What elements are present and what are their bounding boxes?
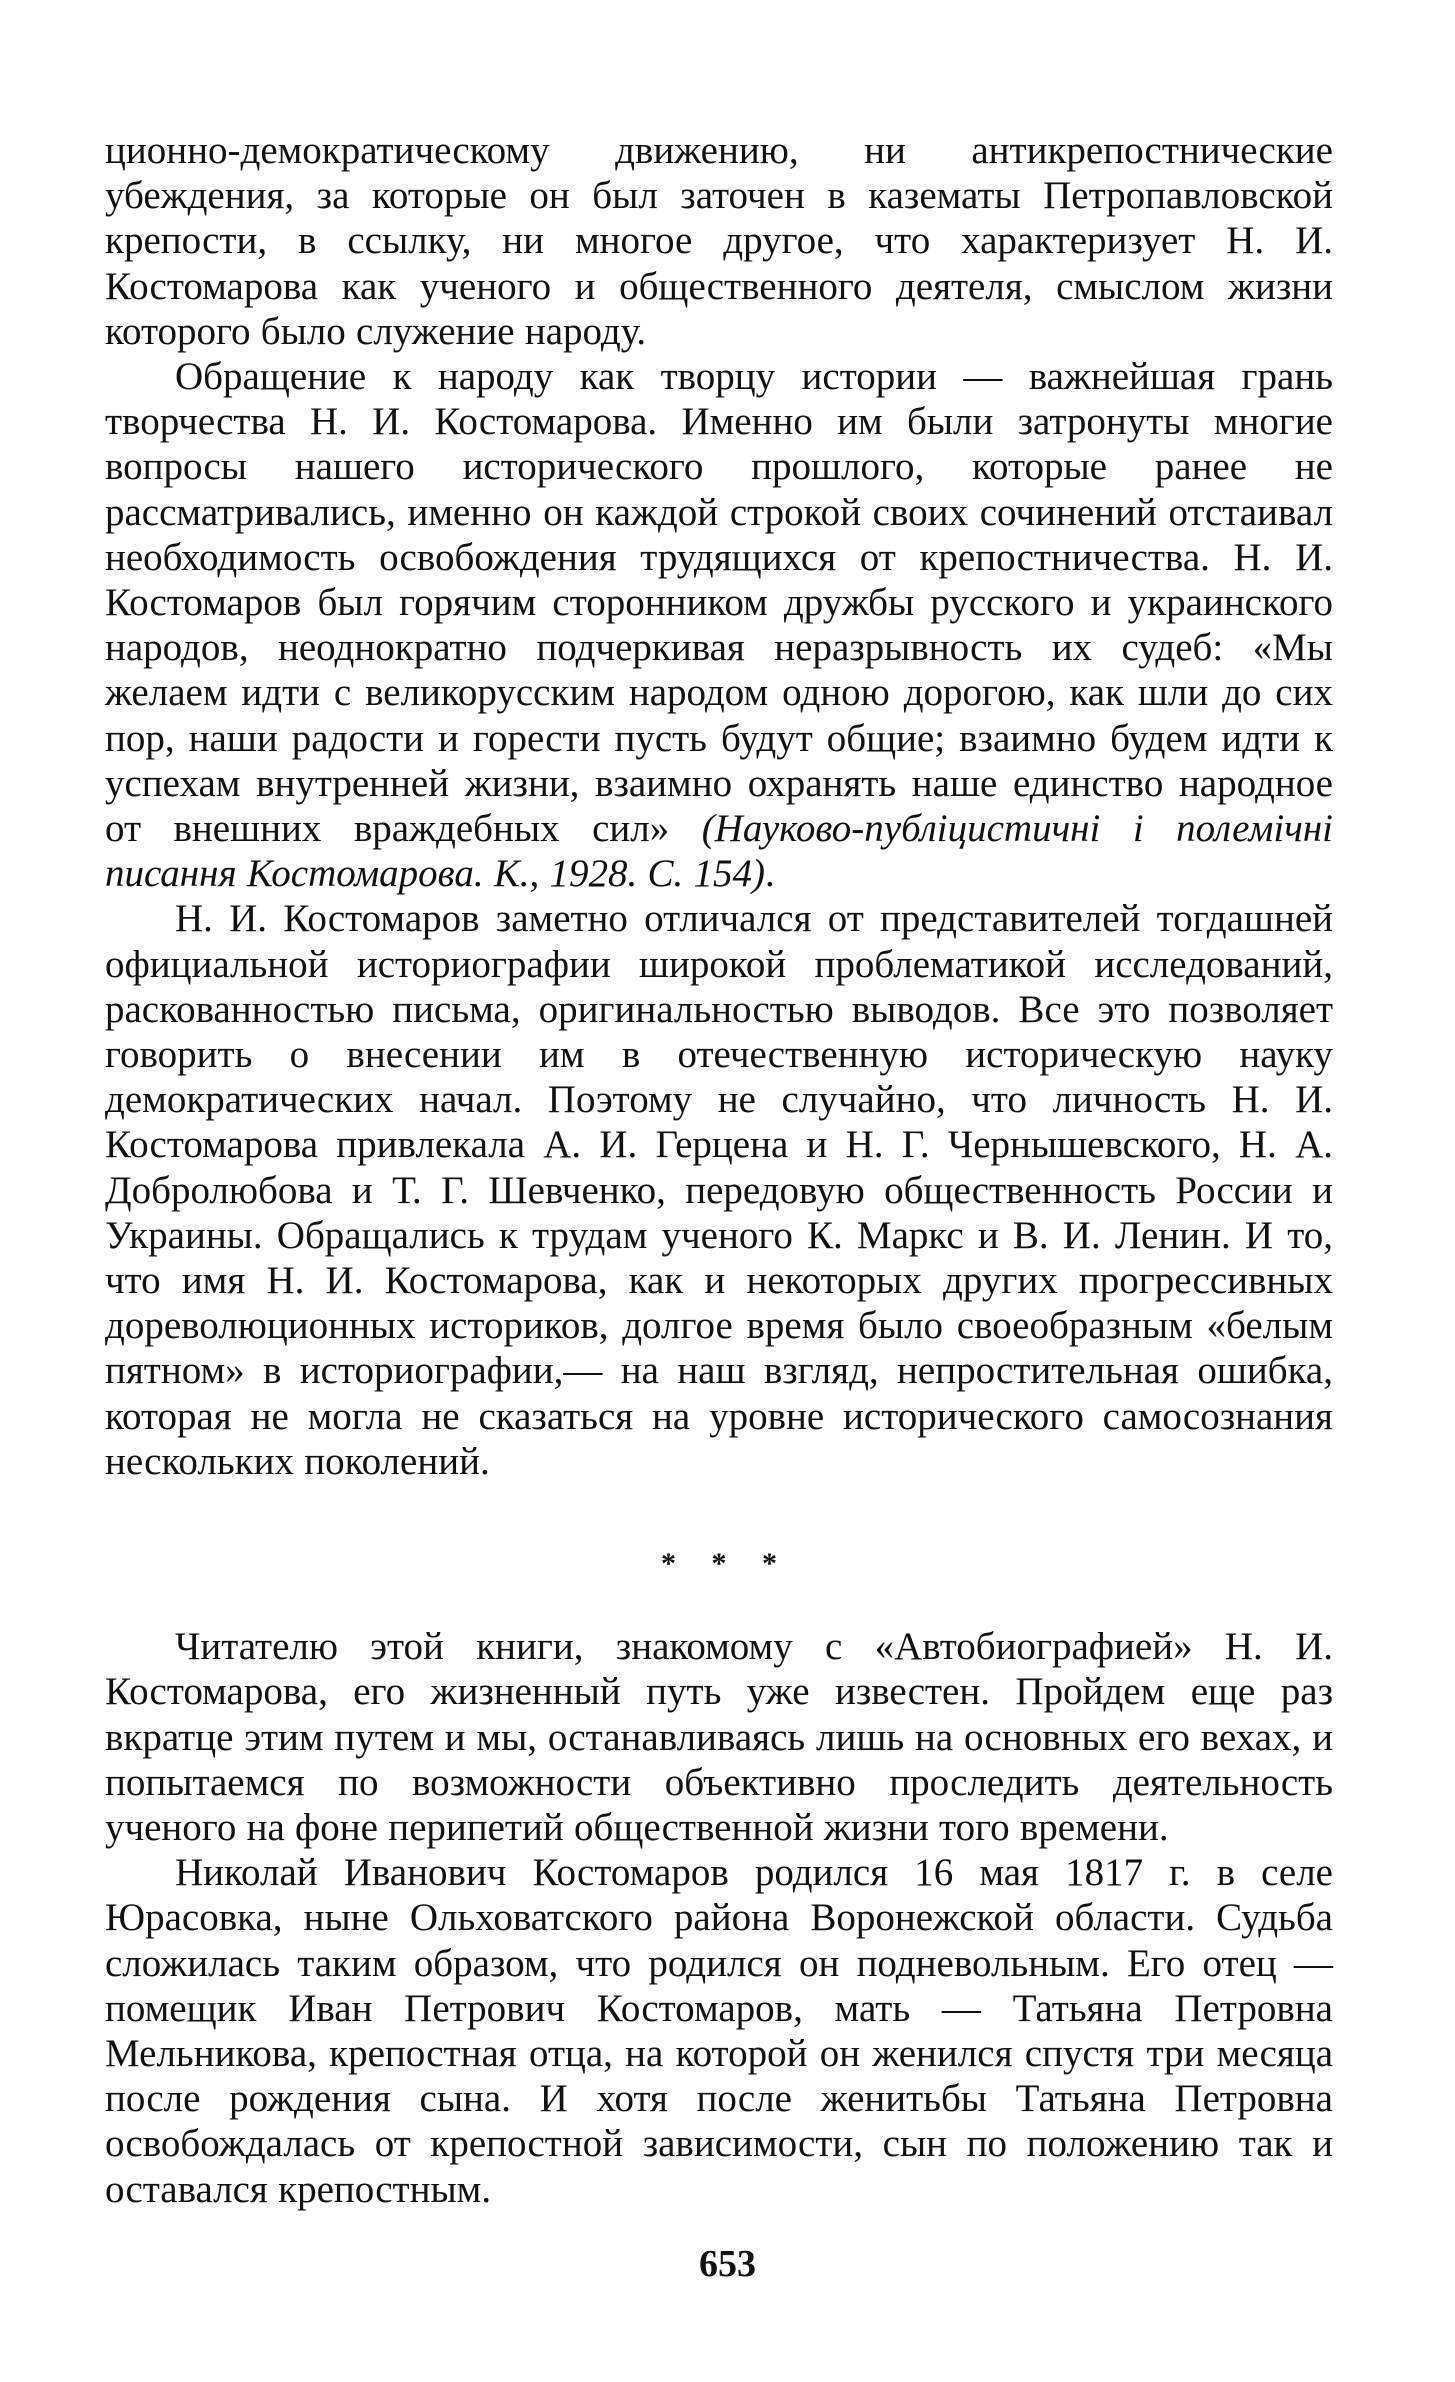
paragraph-3: Н. И. Костомаров заметно отличался от представителей тогдашней официальной историографии широкой проблематикой исследований, раскованностью письма, оригинальностью выводов. Все это позволяет говорить о внесении им в отечественную историческую науку демократических начал. Поэтому не случайно, что личность Н. И. Костомарова привлекала А. И. Герцена и Н. Г. Чернышевского, Н. А. Добролюбова и Т. Г. Шевченко, передовую общественность России и Украины. Обращались к трудам ученого К. Маркс и В. И. Ленин. И то, что имя Н. И. Костомарова, как и некоторых других прогрессивных дореволюционных историков, долгое время было своеобразным «белым пятном» в историографии,— на наш взгляд, непростительная ошибка, которая не могла не сказаться на уровне исторического самосознания нескольких поколений. [105, 897, 1333, 1483]
paragraph-5: Николай Иванович Костомаров родился 16 мая 1817 г. в селе Юрасовка, ныне Ольховатского района Воронежской области. Судьба сложилась таким образом, что родился он подневольным. Его отец — помещик Иван Петрович Костомаров, мать — Татьяна Петровна Мельникова, крепостная отца, на которой он женился спустя три месяца после рождения сына. И хотя после женитьбы Татьяна Петровна освобождалась от крепостной зависимости, сын по положению так и оставался крепостным. [105, 1851, 1333, 2211]
paragraph-4: Читателю этой книги, знакомому с «Автобиографией» Н. И. Костомарова, его жизненный путь уже известен. Пройдем еще раз вкратце этим путем и мы, останавливаясь лишь на основных его вехах, и попытаемся по возможности объективно проследить деятельность ученого на фоне перипетий общественной жизни того времени. [105, 1625, 1333, 1849]
page-number: 653 [699, 2243, 756, 2285]
paragraph-2 [105, 354, 1333, 896]
page-text-block [105, 128, 1333, 2212]
paragraph-2-text: Обращение к народу как творцу истории — важнейшая грань творчества Н. И. Костомарова. Именно им были затронуты многие вопросы нашего исторического прошлого, которые ранее не рассматривались, именно он каждой строкой своих сочинений отстаивал необходимость освобождения трудящихся от крепостничества. Н. И. Костомаров был горячим сторонником дружбы русского и украинского народов, неоднократно подчеркивая неразрывность их судеб: «Мы желаем идти с великорусским народом одною дорогою, как шли до сих пор, наши радости и горести пусть будут общие; взаимно будем идти к успехам внутренней жизни, взаимно охранять наше единство народное от внешних враждебных сил» [105, 355, 1333, 851]
paragraph-1: ционно-демократическому движению, ни антикрепостнические убеждения, за которые он был заточен в казематы Петропавловской крепости, в ссылку, ни многое другое, что характеризует Н. И. Костомарова как ученого и общественного деятеля, смыслом жизни которого было служение народу. [105, 129, 1333, 353]
citation: (Науково-публіцистичні і полемічні писання Костомарова. К., 1928. С. 154) [105, 807, 1333, 896]
section-separator: * * * [661, 1547, 791, 1581]
citation-period: . [764, 852, 775, 896]
